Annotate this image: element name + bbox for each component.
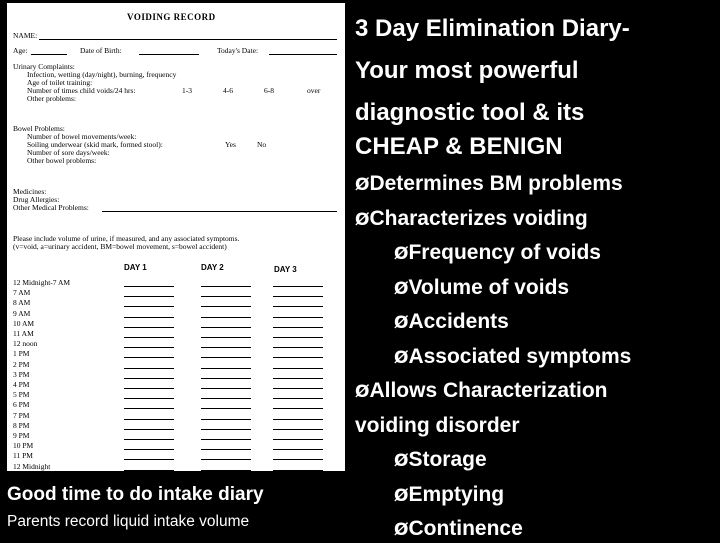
diary-cell-line — [201, 296, 251, 297]
void-choice: 4-6 — [223, 86, 233, 95]
time-slot-label: 8 PM — [13, 420, 30, 430]
slide-title-line: 3 Day Elimination Diary- — [355, 15, 630, 42]
bullet-text: Continence — [408, 517, 523, 540]
diary-cell-line — [201, 306, 251, 307]
diary-cell-line — [273, 327, 323, 328]
bullet-text: Allows Characterization — [369, 379, 608, 402]
diary-cell-line — [201, 459, 251, 460]
diary-cell-line — [201, 419, 251, 420]
time-slot-label: 11 AM — [13, 329, 34, 338]
time-slot-label: 7 AM — [13, 288, 31, 298]
day-header: DAY 1 — [124, 263, 147, 272]
diary-cell-line — [124, 459, 174, 460]
diary-cell-line — [273, 449, 323, 450]
time-slot-label: 2 PM — [13, 359, 30, 369]
slide-title-line: CHEAP & BENIGN — [355, 133, 563, 160]
slide-title-line: diagnostic tool & its — [355, 99, 585, 126]
day-header: DAY 2 — [201, 263, 224, 272]
time-slot-label: 10 PM — [13, 441, 34, 451]
bullet-item — [394, 447, 487, 474]
diary-cell-line — [124, 378, 174, 379]
diary-cell-line — [273, 368, 323, 369]
diary-cell-line — [201, 347, 251, 348]
diary-cell-line — [124, 368, 174, 369]
diary-cell-line — [124, 429, 174, 430]
urinary-item: Age of toilet training: — [27, 78, 93, 87]
diary-cell-line — [201, 398, 251, 399]
diary-cell-line — [273, 388, 323, 389]
diary-cell-line — [124, 470, 174, 471]
bowel-item: Soiling underwear (skid mark, formed stool): — [27, 140, 163, 149]
diary-cell-line — [124, 286, 174, 287]
bullet-text: Storage — [408, 448, 487, 471]
diary-cell-line — [124, 337, 174, 338]
diary-cell-line — [273, 439, 323, 440]
arrow-bullet-icon: Ø — [394, 244, 409, 264]
form-caption-title: Good time to do intake diary — [7, 484, 264, 505]
diary-cell-line — [273, 317, 323, 318]
bowel-heading: Bowel Problems: — [13, 124, 65, 133]
bowel-item: Number of bowel movements/week: — [27, 132, 137, 141]
diary-cell-line — [124, 327, 174, 328]
diary-cell-line — [201, 286, 251, 287]
diary-cell-line — [273, 408, 323, 409]
diary-cell-line — [124, 388, 174, 389]
form-caption-subtitle: Parents record liquid intake volume — [7, 513, 250, 530]
diary-cell-line — [273, 398, 323, 399]
diary-cell-line — [201, 317, 251, 318]
bullet-item — [394, 275, 569, 302]
time-slot-label: 1 PM — [13, 349, 30, 359]
diary-cell-line — [273, 470, 323, 471]
diary-cell-line — [201, 429, 251, 430]
diary-cell-line — [124, 419, 174, 420]
time-slot-label: 12 noon — [13, 339, 38, 349]
day-header: DAY 3 — [274, 265, 297, 274]
time-slot-label: 4 PM — [13, 380, 30, 389]
diary-cell-line — [273, 286, 323, 287]
bullet-text: Accidents — [408, 310, 509, 333]
dob-line — [139, 54, 199, 55]
diary-cell-line — [201, 408, 251, 409]
bullet-item — [394, 482, 504, 509]
urinary-item: Infection, wetting (day/night), burning, frequency — [27, 70, 177, 79]
arrow-bullet-icon: Ø — [394, 451, 409, 471]
diary-cell-line — [201, 327, 251, 328]
bowel-item: Other bowel problems: — [27, 156, 97, 165]
instructions-line: Please include volume of urine, if measured, and any associated symptoms. — [13, 234, 240, 243]
diary-cell-line — [201, 470, 251, 471]
diary-cell-line — [124, 306, 174, 307]
name-line — [39, 39, 337, 40]
diary-cell-line — [273, 296, 323, 297]
urinary-heading: Urinary Complaints: — [13, 62, 75, 71]
void-choice: 1-3 — [182, 86, 192, 95]
soiling-choice: No — [257, 140, 267, 149]
soiling-choice: Yes — [225, 140, 236, 149]
allergies-label: Drug Allergies: — [13, 195, 60, 204]
bullet-text: Frequency of voids — [408, 241, 601, 264]
diary-cell-line — [124, 439, 174, 440]
bullet-text: Associated symptoms — [408, 344, 632, 368]
arrow-bullet-icon: Ø — [394, 313, 409, 333]
urinary-item: Number of times child voids/24 hrs: — [27, 86, 136, 95]
diary-cell-line — [273, 347, 323, 348]
bullet-item — [394, 516, 523, 543]
other-medical-line — [102, 211, 337, 212]
time-slot-label: 10 AM — [13, 318, 35, 328]
name-label: NAME: — [13, 31, 38, 40]
bullet-text: voiding disorder — [355, 413, 520, 437]
bowel-item: Number of sore days/week: — [27, 148, 110, 157]
arrow-bullet-icon: Ø — [355, 175, 370, 195]
today-line — [269, 54, 337, 55]
time-slot-label: 5 PM — [13, 390, 30, 400]
diary-cell-line — [124, 357, 174, 358]
diary-cell-line — [273, 357, 323, 358]
bullet-text: Characterizes voiding — [369, 206, 588, 230]
bullet-item — [394, 344, 631, 371]
bullet-item — [355, 378, 608, 405]
bullet-item — [355, 206, 588, 233]
diary-cell-line — [201, 337, 251, 338]
diary-cell-line — [273, 306, 323, 307]
diary-cell-line — [273, 459, 323, 460]
bullet-item — [355, 171, 623, 198]
instructions-line: (v=void, a=urinary accident, BM=bowel movement, s=bowel accident) — [13, 242, 227, 251]
diary-cell-line — [124, 317, 174, 318]
medicines-label: Medicines: — [13, 187, 47, 196]
urinary-item: Other problems: — [27, 94, 76, 103]
diary-cell-line — [124, 347, 174, 348]
diary-cell-line — [273, 419, 323, 420]
arrow-bullet-icon: Ø — [355, 382, 370, 402]
voiding-record-form — [7, 3, 345, 471]
age-line — [31, 54, 67, 55]
bullet-item — [394, 309, 509, 336]
time-slot-label: 3 PM — [13, 369, 30, 379]
void-choice: 6-8 — [264, 86, 274, 95]
arrow-bullet-icon: Ø — [394, 520, 409, 540]
diary-cell-line — [201, 378, 251, 379]
arrow-bullet-icon: Ø — [355, 209, 370, 230]
time-slot-label: 12 Midnight-7 AM — [13, 278, 71, 287]
time-slot-label: 12 Midnight — [13, 461, 51, 471]
arrow-bullet-icon: Ø — [394, 347, 409, 368]
time-slot-label: 9 AM — [13, 308, 31, 318]
diary-cell-line — [201, 368, 251, 369]
diary-cell-line — [273, 429, 323, 430]
bullet-text: Volume of voids — [408, 275, 570, 299]
arrow-bullet-icon: Ø — [394, 485, 409, 506]
bullet-item — [394, 240, 601, 267]
diary-cell-line — [124, 296, 174, 297]
bullet-item — [355, 413, 520, 439]
diary-cell-line — [273, 337, 323, 338]
diary-cell-line — [201, 388, 251, 389]
diary-cell-line — [124, 408, 174, 409]
bullet-text: Determines BM problems — [369, 172, 623, 195]
form-title: VOIDING RECORD — [127, 12, 216, 22]
dob-label: Date of Birth: — [80, 46, 122, 55]
time-slot-label: 7 PM — [13, 410, 30, 420]
diary-cell-line — [201, 449, 251, 450]
age-label: Age: — [13, 46, 28, 55]
time-slot-label: 8 AM — [13, 298, 31, 308]
diary-cell-line — [201, 439, 251, 440]
arrow-bullet-icon: Ø — [394, 278, 409, 299]
today-label: Today's Date: — [217, 46, 259, 55]
time-slot-label: 11 PM — [13, 451, 33, 461]
void-choice: over — [307, 86, 321, 95]
diary-cell-line — [273, 378, 323, 379]
other-medical-label: Other Medical Problems: — [13, 203, 89, 212]
bullet-text: Emptying — [408, 482, 505, 506]
slide-title-line: Your most powerful — [355, 57, 579, 84]
diary-cell-line — [124, 398, 174, 399]
diary-cell-line — [124, 449, 174, 450]
time-slot-label: 9 PM — [13, 431, 30, 440]
time-slot-label: 6 PM — [13, 400, 30, 410]
diary-cell-line — [201, 357, 251, 358]
